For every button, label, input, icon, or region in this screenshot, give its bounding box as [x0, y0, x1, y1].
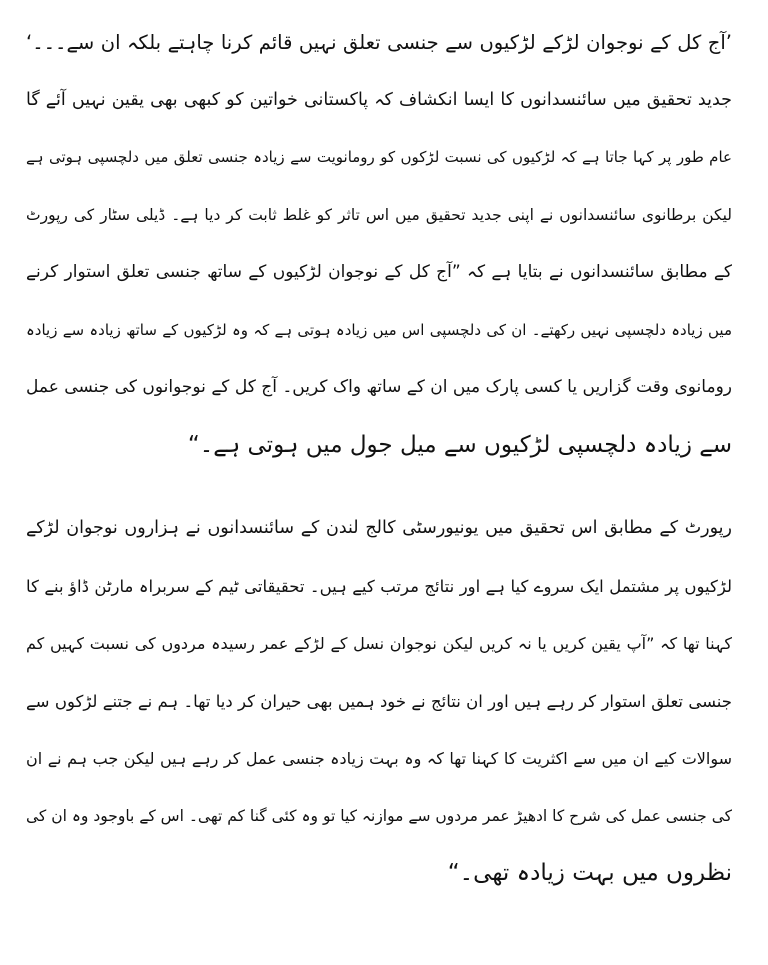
text-line: جنسی تعلق استوار کر رہے ہیں اور ان نتائج نے خود ہمیں بھی حیران کر دیا تھا۔ ہم نے جتنے لڑکوں سے [26, 691, 732, 711]
paragraph-spacer [26, 474, 732, 500]
text-line: ’آج کل کے نوجوان لڑکے لڑکیوں سے جنسی تعلق نہیں قائم کرنا چاہتے بلکہ ان سے۔۔۔‘ [26, 31, 732, 54]
paragraph-1 [26, 14, 732, 474]
text-line: نظروں میں بہت زیادہ تھی۔“ [447, 860, 732, 886]
text-line: میں زیادہ دلچسپی نہیں رکھتے۔ ان کی دلچسپی اس میں زیادہ ہوتی ہے کہ وہ لڑکیوں کے ساتھ زیادہ سے زیادہ [26, 320, 732, 339]
text-line: لیکن برطانوی سائنسدانوں نے اپنی جدید تحقیق میں اس تاثر کو غلط ثابت کر دیا ہے۔ ڈیلی سٹار کی رپورٹ [26, 205, 732, 224]
text-line: سوالات کیے ان میں سے اکثریت کا کہنا تھا کہ وہ بہت زیادہ جنسی عمل کر رہے ہیں لیکن جب ہم نے ان [26, 749, 732, 768]
text-line: جدید تحقیق میں سائنسدانوں کا ایسا انکشاف کہ پاکستانی خواتین کو کبھی بھی یقین نہیں آئے گا [26, 89, 732, 110]
text-line: کے مطابق سائنسدانوں نے بتایا ہے کہ ”آج کل کے نوجوان لڑکیوں کے ساتھ جنسی تعلق استوار کرنے [26, 262, 732, 282]
text-line: لڑکیوں پر مشتمل ایک سروے کیا ہے اور نتائج مرتب کیے ہیں۔ تحقیقاتی ٹیم کے سربراہ مارٹن ڈاؤ بنے کا [26, 576, 732, 596]
paragraph-2 [26, 500, 732, 903]
text-line: رپورٹ کے مطابق اس تحقیق میں یونیورسٹی کالج لندن کے سائنسدانوں نے ہزاروں نوجوان لڑکے [26, 518, 732, 538]
text-line: عام طور پر کہا جاتا ہے کہ لڑکیوں کی نسبت لڑکوں کو رومانویت سے زیادہ جنسی تعلق میں دلچسپی ہوتی ہے [26, 148, 732, 166]
text-line: سے زیادہ دلچسپی لڑکیوں سے میل جول میں ہوتی ہے۔“ [187, 431, 732, 458]
text-line: کہنا تھا کہ ”آپ یقین کریں یا نہ کریں لیکن نوجوان نسل کے لڑکے عمر رسیدہ مردوں کی نسبت کہیں کم [26, 634, 732, 653]
text-line: کی جنسی عمل کی شرح کا ادھیڑ عمر مردوں سے موازنہ کیا تو وہ کئی گنا کم تھی۔ اس کے باوجود وہ ان کی [26, 806, 732, 825]
text-line: رومانوی وقت گزاریں یا کسی پارک میں ان کے ساتھ واک کریں۔ آج کل کے نوجوانوں کی جنسی عمل [26, 377, 732, 397]
